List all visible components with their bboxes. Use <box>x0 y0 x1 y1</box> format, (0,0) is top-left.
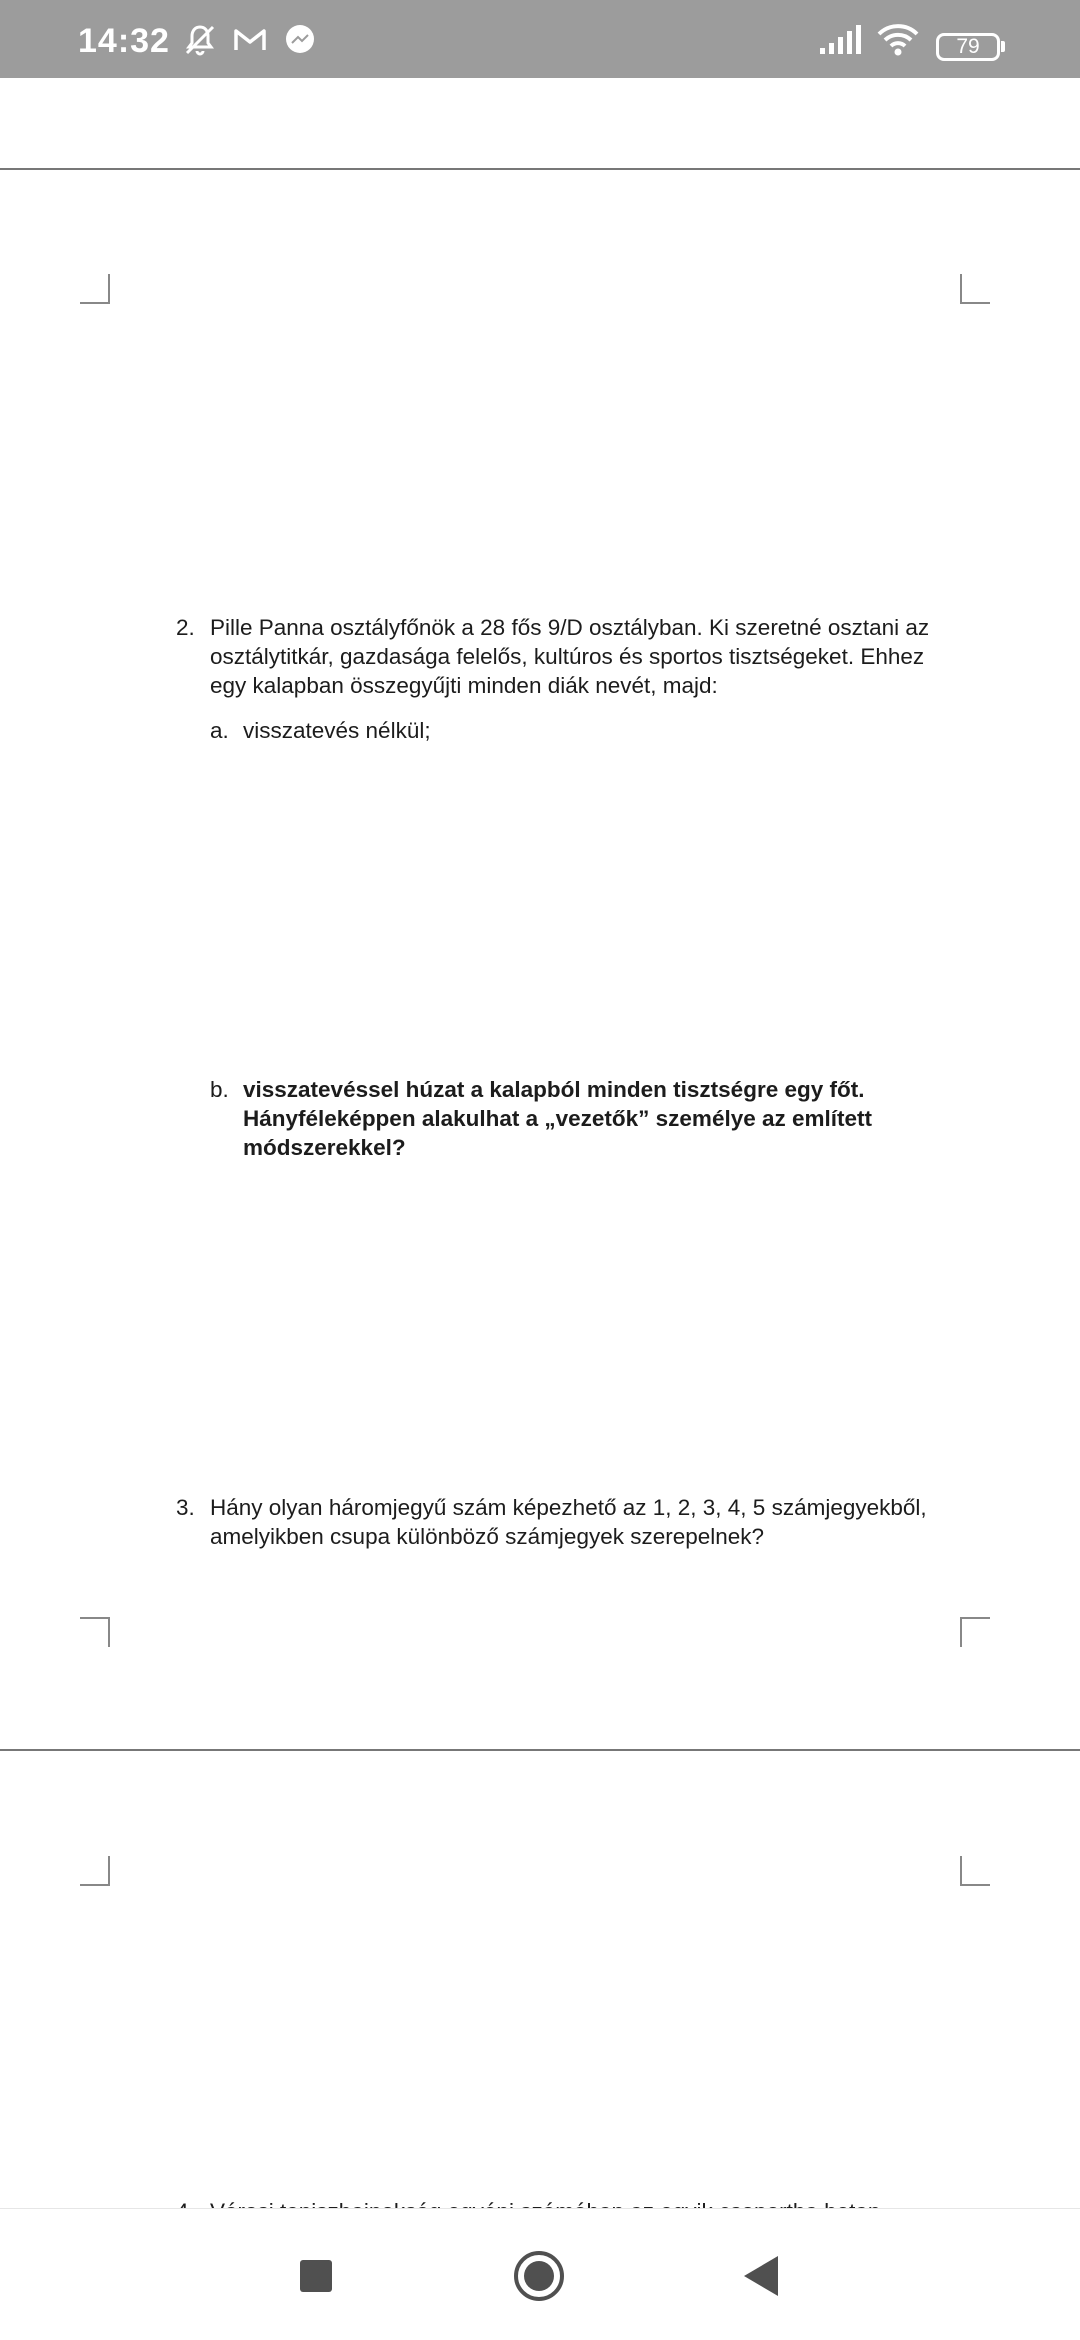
question-number: 2. <box>176 615 195 640</box>
crop-mark <box>960 1856 990 1886</box>
question-text: Pille Panna osztályfőnök a 28 fős 9/D osztályban. Ki szeretné osztani az osztálytitkár, gazdasága felelős, kultúros és sportos tisztségeket. Ehhez egy kalapban összegyűjti minden diák nevét, majd: <box>210 615 930 698</box>
subquestion-label: b. <box>210 1077 229 1102</box>
crop-mark <box>80 274 110 304</box>
page-separator <box>0 168 1080 170</box>
wifi-icon <box>876 22 920 63</box>
subquestion-text: visszatevés nélkül; <box>243 718 431 743</box>
crop-mark <box>960 274 990 304</box>
recents-square-icon[interactable] <box>300 2260 332 2297</box>
crop-mark <box>80 1856 110 1886</box>
back-triangle-icon[interactable] <box>744 2256 778 2301</box>
battery-level: 79 <box>956 35 980 58</box>
signal-icon <box>818 22 862 63</box>
question-text: Hány olyan háromjegyű szám képezhető az 1, 2, 3, 4, 5 számjegyekből, amelyikben csupa különböző számjegyek szerepelnek? <box>210 1495 927 1549</box>
page-separator <box>0 1749 1080 1751</box>
subquestion-text: visszatevéssel húzat a kalapból minden tisztségre egy főt. Hányféleképpen alakulhat a „vezetők” személye az említett módszerekkel? <box>243 1077 873 1160</box>
messenger-icon <box>282 22 318 63</box>
subquestion-label: a. <box>210 718 229 743</box>
notifications-muted-icon <box>182 22 218 63</box>
navigation-bar-border <box>0 2208 1080 2209</box>
question-number: 3. <box>176 1495 195 1520</box>
battery-icon <box>936 33 1000 61</box>
home-circle-icon[interactable] <box>513 2250 565 2307</box>
status-time: 14:32 <box>78 22 170 60</box>
crop-mark <box>960 1617 990 1647</box>
gmail-icon <box>232 22 268 63</box>
status-bar <box>0 0 1080 78</box>
crop-mark <box>80 1617 110 1647</box>
battery-nub <box>1001 41 1005 52</box>
navigation-bar <box>0 2208 1080 2340</box>
